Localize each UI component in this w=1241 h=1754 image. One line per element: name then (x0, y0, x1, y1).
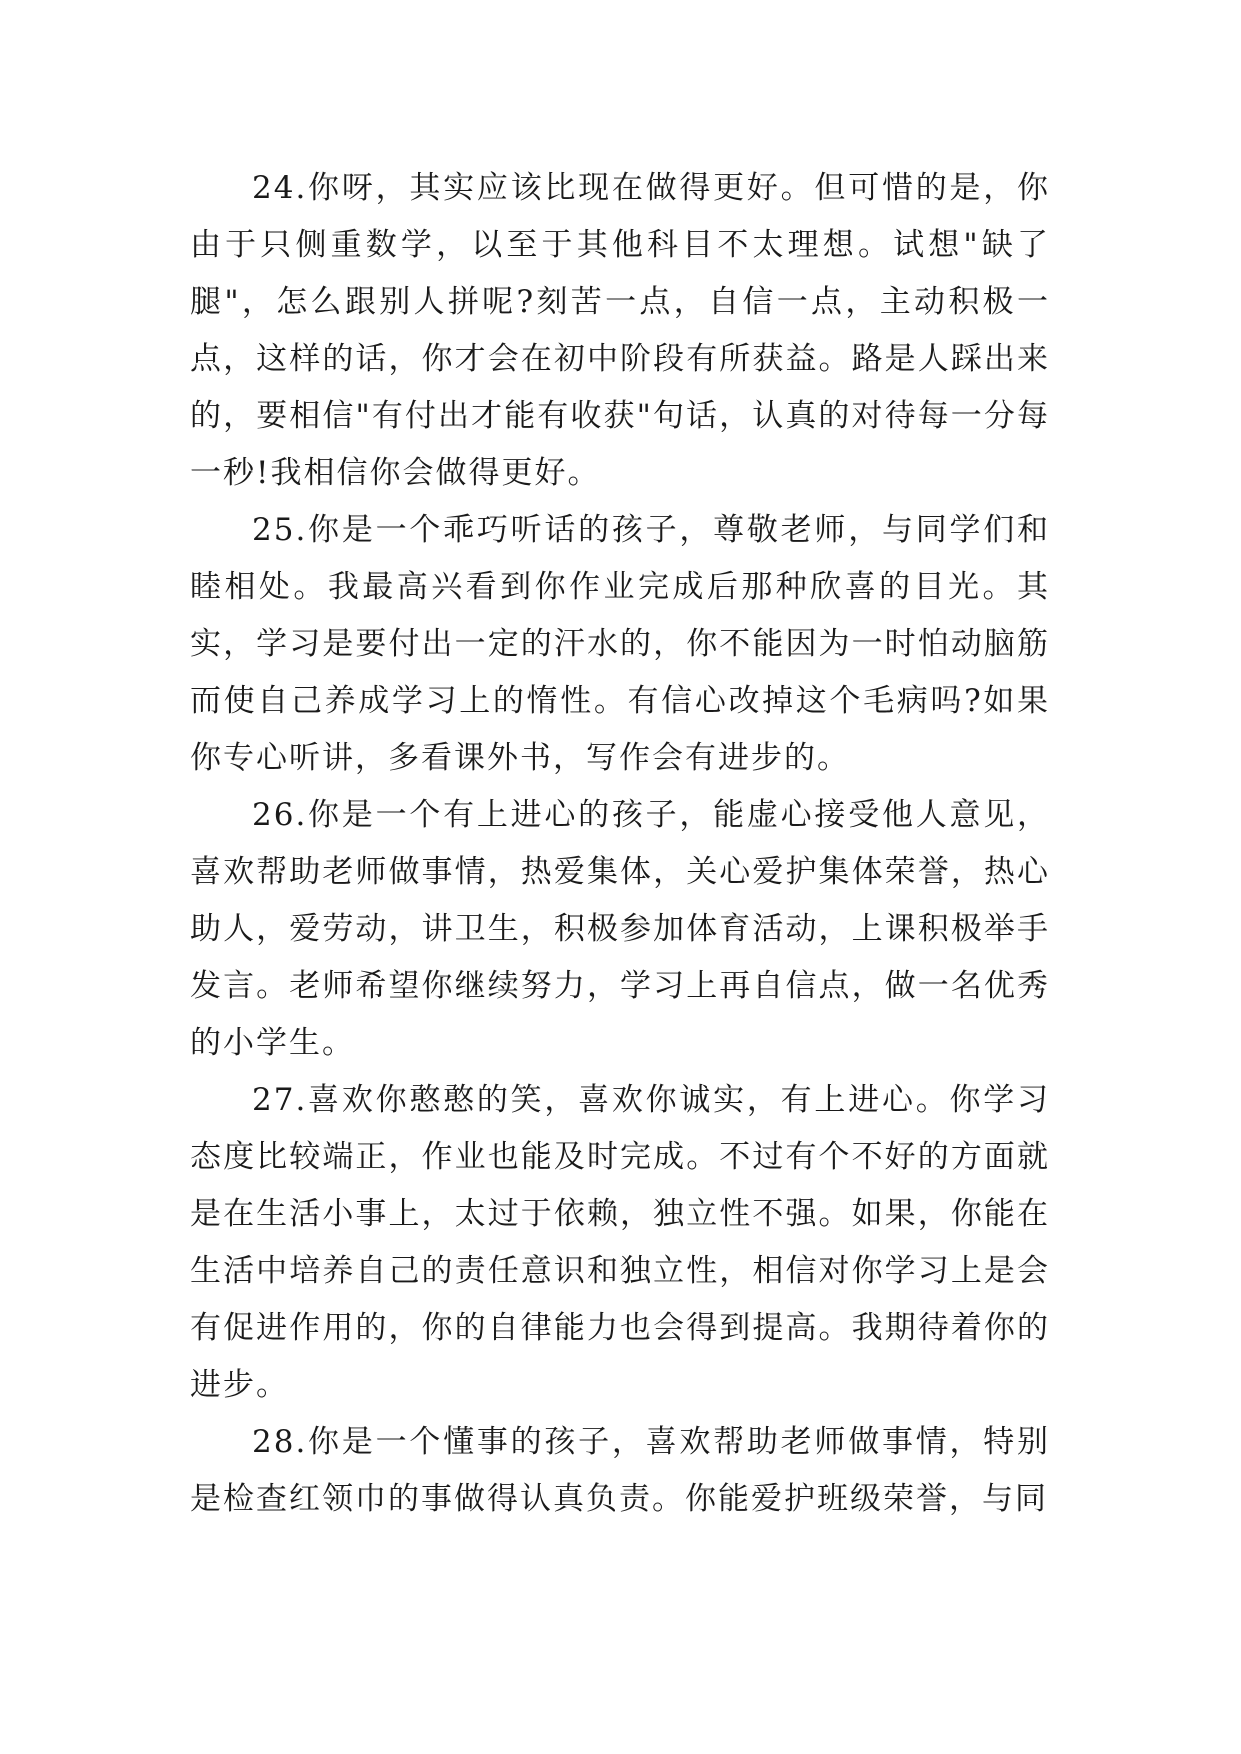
paragraph-27: 27.喜欢你憨憨的笑，喜欢你诚实，有上进心。你学习态度比较端正，作业也能及时完成。不过有个不好的方面就是在生活小事上，太过于依赖，独立性不强。如果，你能在生活中培养自己的责任意识和独立性，相信对你学习上是会有促进作用的，你的自律能力也会得到提高。我期待着你的进步。 (190, 1082, 1050, 1403)
paragraph-28: 28.你是一个懂事的孩子，喜欢帮助老师做事情，特别是检查红领巾的事做得认真负责。你能爱护班级荣誉，与同 (190, 1424, 1050, 1517)
document-body (190, 160, 1050, 1528)
paragraph-26: 26.你是一个有上进心的孩子，能虚心接受他人意见，喜欢帮助老师做事情，热爱集体，关心爱护集体荣誉，热心助人，爱劳动，讲卫生，积极参加体育活动，上课积极举手发言。老师希望你继续努力，学习上再自信点，做一名优秀的小学生。 (190, 797, 1050, 1061)
paragraph-24: 24.你呀，其实应该比现在做得更好。但可惜的是，你由于只侧重数学，以至于其他科目不太理想。试想"缺了腿"，怎么跟别人拼呢?刻苦一点，自信一点，主动积极一点，这样的话，你才会在初中阶段有所获益。路是人踩出来的，要相信"有付出才能有收获"句话，认真的对待每一分每一秒!我相信你会做得更好。 (190, 170, 1050, 491)
paragraph-25: 25.你是一个乖巧听话的孩子，尊敬老师，与同学们和睦相处。我最高兴看到你作业完成后那种欣喜的目光。其实，学习是要付出一定的汗水的，你不能因为一时怕动脑筋而使自己养成学习上的惰性。有信心改掉这个毛病吗?如果你专心听讲，多看课外书，写作会有进步的。 (190, 512, 1050, 776)
